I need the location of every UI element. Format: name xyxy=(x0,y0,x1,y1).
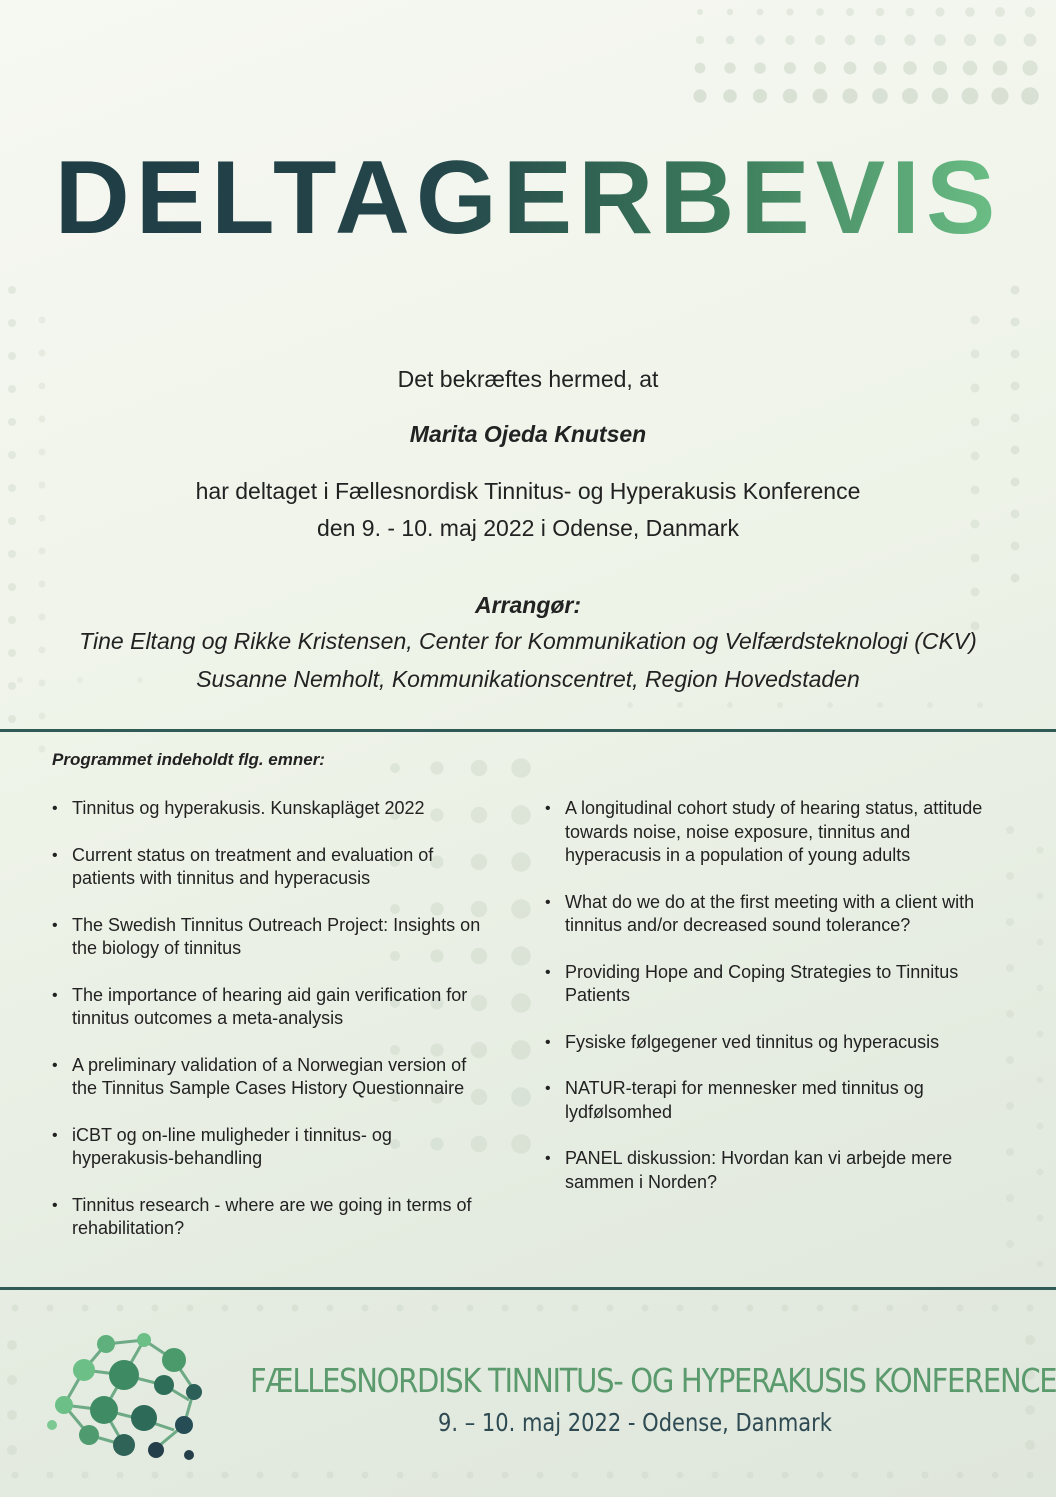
background-dot xyxy=(906,8,915,17)
background-dot xyxy=(39,713,46,720)
page-title: DELTAGERBEVIS xyxy=(54,140,1002,256)
background-dot xyxy=(922,1472,929,1479)
background-dot xyxy=(724,62,735,73)
divider-bottom xyxy=(0,1287,1056,1290)
background-dot xyxy=(8,451,16,459)
background-dot xyxy=(7,1445,17,1455)
background-dot xyxy=(1025,1335,1035,1345)
background-dot xyxy=(82,1472,89,1479)
program-item: • A longitudinal cohort study of hearing status, attitude towards noise, noise exposure, tinnitus and hyperacusis in a population of young adults xyxy=(545,797,1005,868)
background-dot xyxy=(697,9,703,15)
background-dot xyxy=(511,1040,531,1060)
background-dot xyxy=(1037,939,1044,946)
program-list-left xyxy=(52,797,492,1241)
background-dot xyxy=(7,1375,17,1385)
background-dot xyxy=(39,317,46,324)
background-dot xyxy=(726,36,735,45)
background-dot xyxy=(813,89,828,104)
background-dot xyxy=(1021,87,1039,105)
background-dot xyxy=(152,1472,159,1479)
background-dot xyxy=(292,1472,299,1479)
background-dot xyxy=(872,88,888,104)
background-dot xyxy=(187,1472,194,1479)
background-dot xyxy=(677,1305,684,1312)
background-dot xyxy=(1037,1123,1044,1130)
background-dot xyxy=(1011,286,1020,295)
background-dot xyxy=(852,1305,859,1312)
program-item: • A preliminary validation of a Norwegian version of the Tinnitus Sample Cases History Questionnaire xyxy=(52,1054,492,1101)
participation-line-2: den 9. - 10. maj 2022 i Odense, Danmark xyxy=(317,515,739,541)
background-dot xyxy=(934,34,946,46)
background-dot xyxy=(992,1472,999,1479)
background-dot xyxy=(696,36,704,44)
organizer-line-1: Tine Eltang og Rikke Kristensen, Center for Kommunikation og Velfærdsteknologi (CKV) xyxy=(79,628,977,654)
background-dot xyxy=(753,89,767,103)
background-dot xyxy=(992,1305,999,1312)
background-dot xyxy=(7,1340,17,1350)
background-dot xyxy=(1037,1261,1044,1268)
background-dot xyxy=(39,449,46,456)
background-dot xyxy=(727,702,733,708)
background-dot xyxy=(1037,1169,1044,1176)
background-dot xyxy=(430,761,443,774)
background-dot xyxy=(965,7,975,17)
background-dot xyxy=(693,89,706,102)
background-dot xyxy=(784,62,796,74)
background-dot xyxy=(962,88,979,105)
background-dot xyxy=(782,1472,789,1479)
background-dot xyxy=(117,1305,124,1312)
background-dot xyxy=(39,350,46,357)
background-dot xyxy=(782,1305,789,1312)
program-item: • NATUR-terapi for mennesker med tinnitus og lydfølsomhed xyxy=(545,1077,1005,1124)
background-dot xyxy=(1011,350,1020,359)
background-dot xyxy=(8,550,16,558)
background-dot xyxy=(511,899,531,919)
program-item: • The Swedish Tinnitus Outreach Project: Insights on the biology of tinnitus xyxy=(52,914,492,961)
background-dot xyxy=(12,1305,19,1312)
background-dot xyxy=(222,1305,229,1312)
footer-conference-name: FÆLLESNORDISK TINNITUS- OG HYPERAKUSIS KONFERENCE xyxy=(250,1361,1056,1400)
background-dot xyxy=(816,8,824,16)
background-dot xyxy=(933,61,947,75)
background-dot xyxy=(971,316,980,325)
background-dot xyxy=(971,452,980,461)
background-dot xyxy=(873,61,886,74)
program-item: • What do we do at the first meeting with a client with tinnitus and/or decreased sound tolerance? xyxy=(545,891,1005,938)
background-dot xyxy=(887,1305,894,1312)
background-dot xyxy=(777,702,783,708)
background-dot xyxy=(827,702,833,708)
background-dot xyxy=(1006,826,1014,834)
background-dot xyxy=(844,62,857,75)
background-dot xyxy=(82,1305,89,1312)
program-item: • Current status on treatment and evaluation of patients with tinnitus and hyperacusis xyxy=(52,844,492,891)
background-dot xyxy=(1006,1240,1014,1248)
background-dot xyxy=(1006,1148,1014,1156)
background-dot xyxy=(432,1305,439,1312)
background-dot xyxy=(754,62,766,74)
background-dot xyxy=(511,852,531,872)
background-dot xyxy=(1027,1305,1034,1312)
background-dot xyxy=(537,1472,544,1479)
background-dot xyxy=(842,88,857,103)
background-dot xyxy=(572,1305,579,1312)
background-dot xyxy=(814,62,826,74)
background-dot xyxy=(727,9,733,15)
background-dot xyxy=(991,87,1008,104)
background-dot xyxy=(712,1472,719,1479)
background-dot xyxy=(362,1472,369,1479)
background-dot xyxy=(362,1305,369,1312)
background-dot xyxy=(1022,60,1037,75)
background-dot xyxy=(1006,1056,1014,1064)
divider-top xyxy=(0,729,1056,732)
background-dot xyxy=(877,702,883,708)
background-dot xyxy=(747,1305,754,1312)
background-dot xyxy=(1037,893,1044,900)
program-item: • Providing Hope and Coping Strategies to Tinnitus Patients xyxy=(545,961,1005,1008)
background-dot xyxy=(397,1305,404,1312)
footer-conference-dates: 9. – 10. maj 2022 - Odense, Danmark xyxy=(438,1408,832,1437)
organizer-line-2: Susanne Nemholt, Kommunikationscentret, Region Hovedstaden xyxy=(196,666,860,692)
background-dot xyxy=(1027,1472,1034,1479)
background-dot xyxy=(964,34,976,46)
background-dot xyxy=(1006,918,1014,926)
background-dot xyxy=(817,1305,824,1312)
background-dot xyxy=(12,1472,19,1479)
brain-network-icon xyxy=(44,1330,214,1465)
background-dot xyxy=(467,1305,474,1312)
organizer-heading: Arrangør: xyxy=(474,592,582,618)
participant-name: Marita Ojeda Knutsen xyxy=(409,421,647,447)
background-dot xyxy=(1011,542,1020,551)
background-dot xyxy=(1006,1102,1014,1110)
background-dot xyxy=(511,1134,531,1154)
background-dot xyxy=(677,1472,684,1479)
background-dot xyxy=(511,1087,531,1107)
background-dot xyxy=(785,35,795,45)
background-dot xyxy=(1037,1215,1044,1222)
background-dot xyxy=(607,1305,614,1312)
program-item: • Fysiske følgegener ved tinnitus og hyperacusis xyxy=(545,1031,1005,1055)
background-dot xyxy=(47,1472,54,1479)
background-dot xyxy=(783,89,797,103)
background-dot xyxy=(977,702,983,708)
background-dot xyxy=(257,1305,264,1312)
background-dot xyxy=(1006,964,1014,972)
background-dot xyxy=(723,89,737,103)
background-dot xyxy=(957,1305,964,1312)
background-dot xyxy=(607,1472,614,1479)
background-dot xyxy=(222,1472,229,1479)
background-dot xyxy=(995,7,1005,17)
program-item: • iCBT og on-line muligheder i tinnitus- og hyperakusis-behandling xyxy=(52,1124,492,1171)
background-dot xyxy=(902,88,918,104)
background-dot xyxy=(971,350,980,359)
background-dot xyxy=(815,35,825,45)
background-dot xyxy=(8,715,16,723)
background-dot xyxy=(1037,1077,1044,1084)
background-dot xyxy=(8,583,16,591)
background-dot xyxy=(642,1472,649,1479)
background-dot xyxy=(39,746,46,753)
background-dot xyxy=(747,1472,754,1479)
background-dot xyxy=(511,946,531,966)
background-dot xyxy=(642,1305,649,1312)
background-dot xyxy=(152,1305,159,1312)
background-dot xyxy=(1006,872,1014,880)
background-dot xyxy=(327,1472,334,1479)
background-dot xyxy=(957,1472,964,1479)
background-dot xyxy=(1025,1405,1035,1415)
background-dot xyxy=(1006,1010,1014,1018)
background-dot xyxy=(1011,574,1020,583)
background-dot xyxy=(963,61,977,75)
background-dot xyxy=(187,1305,194,1312)
background-dot xyxy=(903,61,917,75)
background-dot xyxy=(397,1472,404,1479)
background-dot xyxy=(994,34,1006,46)
background-dot xyxy=(695,63,706,74)
background-dot xyxy=(904,34,915,45)
background-dot xyxy=(511,758,531,778)
background-dot xyxy=(755,35,764,44)
background-dot xyxy=(471,760,487,776)
background-dot xyxy=(1006,1194,1014,1202)
background-dot xyxy=(875,35,886,46)
background-dot xyxy=(846,8,854,16)
background-dot xyxy=(292,1305,299,1312)
background-dot xyxy=(432,1472,439,1479)
background-dot xyxy=(1037,1031,1044,1038)
background-dot xyxy=(257,1472,264,1479)
background-dot xyxy=(502,1305,509,1312)
program-heading: Programmet indeholdt flg. emner: xyxy=(52,750,325,769)
background-dot xyxy=(39,581,46,588)
background-dot xyxy=(390,763,400,773)
background-dot xyxy=(627,702,633,708)
background-dot xyxy=(876,8,884,16)
background-dot xyxy=(932,88,948,104)
background-dot xyxy=(935,7,944,16)
background-dot xyxy=(8,319,16,327)
background-dot xyxy=(572,1472,579,1479)
program-item: • Tinnitus research - where are we going in terms of rehabilitation? xyxy=(52,1194,492,1241)
background-dot xyxy=(117,1472,124,1479)
background-dot xyxy=(467,1472,474,1479)
background-dot xyxy=(993,61,1008,76)
background-dot xyxy=(852,1472,859,1479)
background-dot xyxy=(786,8,793,15)
background-dot xyxy=(1025,7,1035,17)
program-list-right xyxy=(545,797,1005,1194)
background-dot xyxy=(971,554,980,563)
background-dot xyxy=(1037,847,1044,854)
background-dot xyxy=(1024,34,1037,47)
background-dot xyxy=(39,548,46,555)
program-item: • PANEL diskussion: Hvordan kan vi arbejde mere sammen i Norden? xyxy=(545,1147,1005,1194)
program-item: • The importance of hearing aid gain verification for tinnitus outcomes a meta-analysis xyxy=(52,984,492,1031)
background-dot xyxy=(757,9,764,16)
background-dot xyxy=(927,702,933,708)
participation-line-1: har deltaget i Fællesnordisk Tinnitus- og Hyperakusis Konference xyxy=(195,478,861,504)
background-dot xyxy=(8,286,16,294)
background-dot xyxy=(845,35,855,45)
background-dot xyxy=(922,1305,929,1312)
background-dot xyxy=(1025,1440,1035,1450)
background-dot xyxy=(8,352,16,360)
background-dot xyxy=(1037,985,1044,992)
program-item: • Tinnitus og hyperakusis. Kunskapläget 2022 xyxy=(52,797,492,821)
background-dot xyxy=(511,805,531,825)
background-dot xyxy=(537,1305,544,1312)
background-dot xyxy=(47,1305,54,1312)
background-dot xyxy=(677,702,683,708)
background-dot xyxy=(327,1305,334,1312)
background-dot xyxy=(502,1472,509,1479)
background-dot xyxy=(511,993,531,1013)
background-dot xyxy=(7,1410,17,1420)
background-dot xyxy=(712,1305,719,1312)
background-dot xyxy=(887,1472,894,1479)
background-dot xyxy=(817,1472,824,1479)
background-dot xyxy=(1011,318,1020,327)
confirm-text: Det bekræftes hermed, at xyxy=(397,366,659,392)
